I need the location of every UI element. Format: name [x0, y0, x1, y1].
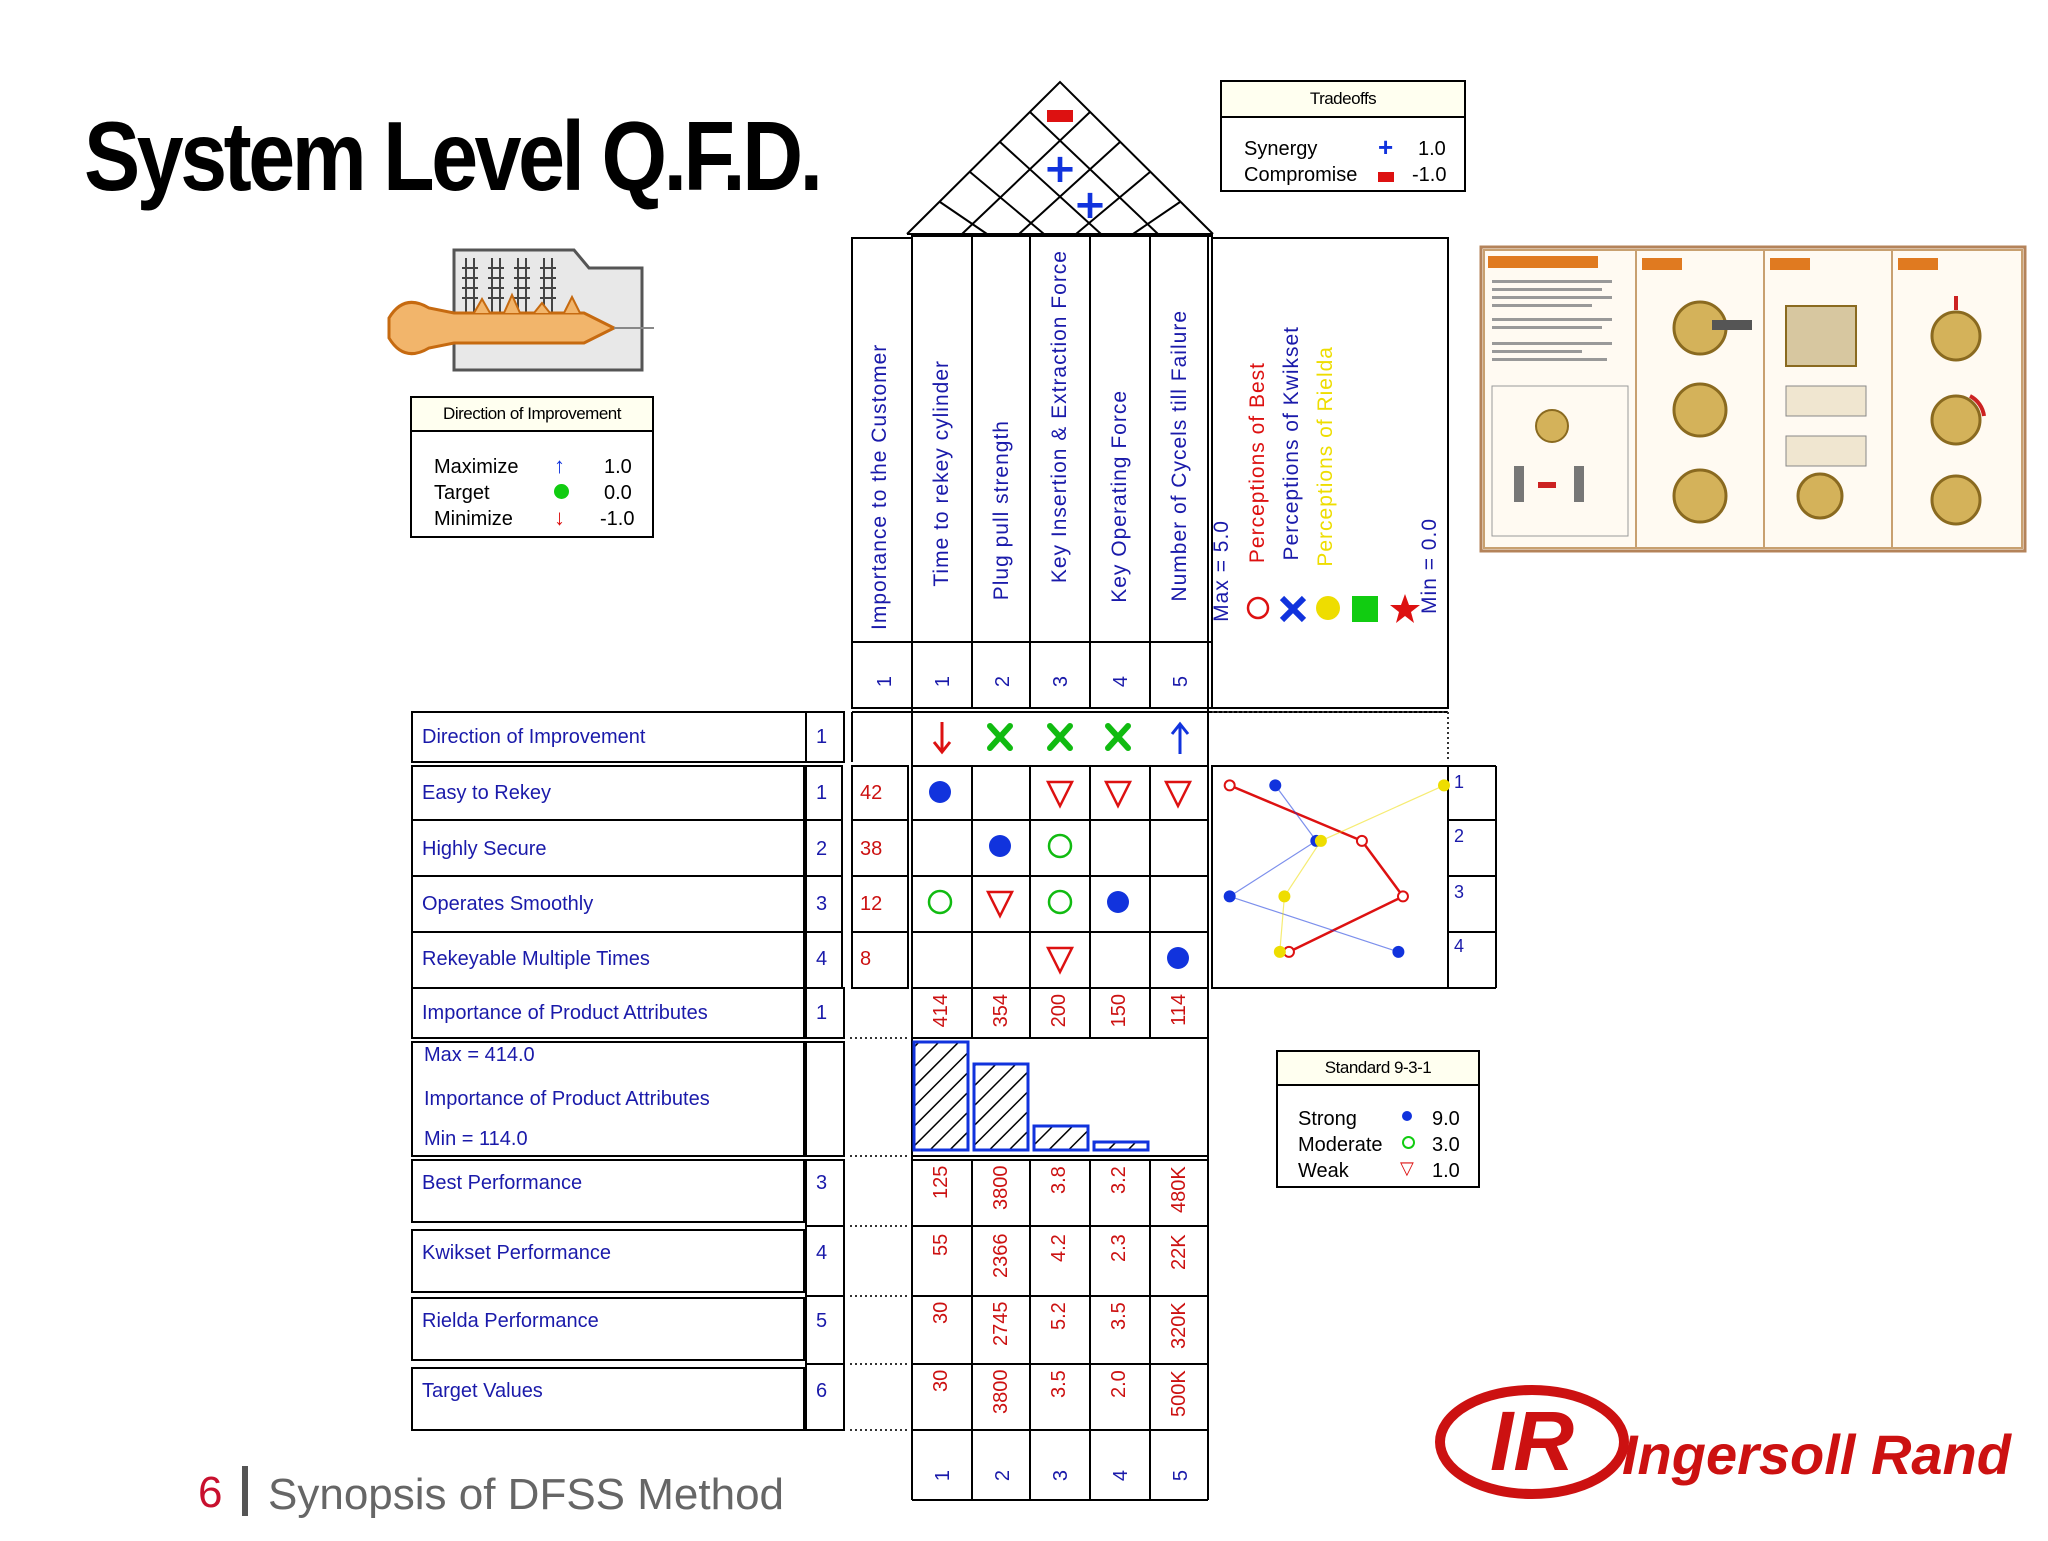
- legend-value-target: 0.0: [604, 482, 632, 504]
- page-number: 6: [198, 1468, 223, 1517]
- perception-row-2: 2: [1454, 826, 1465, 846]
- target-value-1: 30: [930, 1370, 952, 1393]
- legend-label-maximize: Maximize: [434, 456, 519, 478]
- legend-label-compromise: Compromise: [1244, 164, 1358, 186]
- footer-title: Synopsis of DFSS Method: [268, 1470, 785, 1519]
- rielda-perception-marker-icon: [1316, 596, 1340, 620]
- weak-relationship-icon: [988, 892, 1012, 916]
- perception-line-1: [1230, 785, 1403, 952]
- requirement-label-1: Easy to Rekey: [422, 782, 551, 804]
- rielda-value-1: 30: [930, 1302, 952, 1325]
- moderate-relationship-icon: [1049, 891, 1071, 913]
- perception-row-1: 1: [1454, 772, 1465, 792]
- rielda-value-5: 320K: [1168, 1302, 1190, 1349]
- bottom-index-2: 2: [992, 1470, 1014, 1482]
- requirement-index-2: 2: [816, 838, 828, 860]
- svg-text:+: +: [1073, 182, 1107, 228]
- best-value-4: 3.2: [1108, 1166, 1130, 1194]
- direction-row-index: 1: [816, 726, 828, 748]
- down-arrow-icon: ↓: [554, 505, 565, 530]
- moderate-relationship-icon: [1049, 835, 1071, 857]
- rielda-value-2: 2745: [990, 1302, 1012, 1347]
- perception-best-label: Perceptions of Best: [1246, 362, 1269, 564]
- strong-relationship-icon: [989, 835, 1011, 857]
- importance-value-2: 354: [990, 994, 1012, 1028]
- best-value-5: 480K: [1168, 1166, 1190, 1213]
- requirement-label-4: Rekeyable Multiple Times: [422, 948, 650, 970]
- perception-point-1-3: [1398, 891, 1408, 901]
- perception-point-3-3: [1278, 890, 1290, 902]
- perception-point-1-2: [1357, 836, 1367, 846]
- perception-line-2: [1230, 785, 1399, 952]
- legend-label-weak: Weak: [1298, 1160, 1349, 1182]
- bar-min-label: Min = 114.0: [424, 1128, 528, 1150]
- perception-chart: [1212, 766, 1448, 988]
- legend-label-minimize: Minimize: [434, 508, 513, 530]
- requirement-index-3: 3: [816, 893, 828, 915]
- green-square-icon: [1352, 596, 1378, 622]
- weak-relationship-icon: [1048, 948, 1072, 972]
- performance-index-kwikset: 4: [816, 1242, 828, 1264]
- bar-max-label: Max = 414.0: [424, 1044, 535, 1066]
- perception-point-2-4: [1392, 946, 1404, 958]
- red-star-icon: [1390, 594, 1420, 623]
- performance-label-kwikset: Kwikset Performance: [422, 1242, 611, 1264]
- perception-point-3-2: [1315, 835, 1327, 847]
- perception-point-2-1: [1269, 779, 1281, 791]
- requirement-importance-1: 42: [860, 782, 883, 804]
- weak-relationship-icon: [1106, 782, 1130, 806]
- requirement-label-2: Highly Secure: [422, 838, 547, 860]
- best-value-2: 3800: [990, 1166, 1012, 1211]
- best-value-3: 3.8: [1048, 1166, 1070, 1194]
- attribute-header-4: Key Operating Force: [1108, 390, 1131, 603]
- performance-label-target: Target Values: [422, 1380, 543, 1402]
- attribute-index-4: 4: [1110, 676, 1132, 688]
- bottom-index-3: 3: [1050, 1470, 1072, 1482]
- ingersoll-rand-logo-mark: [1436, 1382, 2011, 1502]
- perception-min-label: Min = 0.0: [1418, 518, 1441, 614]
- importance-bar-1: [914, 1042, 968, 1150]
- target-value-2: 3800: [990, 1370, 1012, 1415]
- requirement-index-4: 4: [816, 948, 828, 970]
- legend-label-synergy: Synergy: [1244, 138, 1318, 160]
- legend-value-strong: 9.0: [1432, 1108, 1460, 1130]
- importance-value-4: 150: [1108, 994, 1130, 1028]
- legend-label-moderate: Moderate: [1298, 1134, 1383, 1156]
- perception-point-2-3: [1224, 890, 1236, 902]
- target-value-3: 3.5: [1048, 1370, 1070, 1398]
- target-x-icon: [1108, 726, 1128, 748]
- importance-bar-4: [1094, 1142, 1148, 1150]
- performance-label-best: Best Performance: [422, 1172, 583, 1194]
- perception-rielda-label: Perceptions of Rielda: [1314, 346, 1337, 567]
- best-perception-marker-icon: [1248, 598, 1268, 618]
- perception-max-label: Max = 5.0: [1210, 520, 1233, 622]
- requirement-importance-2: 38: [860, 838, 883, 860]
- importance-value-5: 114: [1168, 994, 1190, 1026]
- tradeoffs-legend-title: Tradeoffs: [1222, 82, 1464, 118]
- legend-value-minimize: -1.0: [600, 508, 635, 530]
- direction-legend-title: Direction of Improvement: [412, 398, 652, 432]
- attribute-index-2: 2: [992, 676, 1014, 688]
- perception-point-3-4: [1274, 946, 1286, 958]
- strong-relationship-icon: [929, 781, 951, 803]
- attribute-header-2: Plug pull strength: [990, 420, 1013, 601]
- kwikset-value-4: 2.3: [1108, 1234, 1130, 1262]
- attribute-index-1: 1: [932, 676, 954, 688]
- triangle-icon: ▽: [1400, 1158, 1414, 1178]
- importance-header: Importance to the Customer: [868, 343, 891, 630]
- ingersoll-rand-logo: [1436, 1382, 2011, 1502]
- requirement-label-3: Operates Smoothly: [422, 893, 594, 915]
- perception-line-3: [1280, 785, 1444, 952]
- direction-row-label: Direction of Improvement: [422, 726, 646, 748]
- bottom-index-5: 5: [1170, 1470, 1192, 1482]
- bottom-index-4: 4: [1110, 1470, 1132, 1482]
- strong-relationship-icon: [1107, 891, 1129, 913]
- bottom-index-1: 1: [932, 1470, 954, 1482]
- down-arrow-icon: [934, 722, 950, 752]
- legend-value-weak: 1.0: [1432, 1160, 1460, 1182]
- target-value-4: 2.0: [1108, 1370, 1130, 1398]
- up-arrow-icon: ↑: [554, 453, 565, 478]
- kwikset-value-3: 4.2: [1048, 1234, 1070, 1262]
- requirement-index-1: 1: [816, 782, 828, 804]
- legend-value-maximize: 1.0: [604, 456, 632, 478]
- importance-value-3: 200: [1048, 994, 1070, 1028]
- perception-point-3-1: [1438, 779, 1450, 791]
- kwikset-perception-marker-icon: [1282, 598, 1304, 620]
- requirement-importance-3: 12: [860, 893, 883, 915]
- strong-relationship-icon: [1167, 947, 1189, 969]
- kwikset-value-5: 22K: [1168, 1234, 1190, 1270]
- performance-index-target: 6: [816, 1380, 828, 1402]
- moderate-relationship-icon: [929, 891, 951, 913]
- importance-row-label: Importance of Product Attributes: [422, 1002, 708, 1024]
- standard-legend-title: Standard 9-3-1: [1278, 1052, 1478, 1086]
- slide-title: System Level Q.F.D.: [84, 101, 820, 211]
- weak-relationship-icon: [1166, 782, 1190, 806]
- rielda-value-4: 3.5: [1108, 1302, 1130, 1330]
- importance-bar-2: [974, 1064, 1028, 1150]
- requirement-importance-4: 8: [860, 948, 872, 970]
- perception-row-3: 3: [1454, 882, 1465, 902]
- performance-index-rielda: 5: [816, 1310, 828, 1332]
- bar-block-label: Importance of Product Attributes: [424, 1088, 710, 1110]
- legend-label-target: Target: [434, 482, 490, 504]
- svg-text:+: +: [1043, 146, 1077, 192]
- target-value-5: 500K: [1168, 1370, 1190, 1417]
- attribute-header-3: Key Insertion & Extraction Force: [1048, 250, 1071, 584]
- legend-label-strong: Strong: [1298, 1108, 1357, 1130]
- importance-row-index: 1: [816, 1002, 828, 1024]
- performance-index-best: 3: [816, 1172, 828, 1194]
- best-value-1: 125: [930, 1166, 952, 1200]
- legend-value-synergy: 1.0: [1418, 138, 1446, 160]
- weak-relationship-icon: [1048, 782, 1072, 806]
- attribute-index-5: 5: [1170, 676, 1192, 688]
- attribute-header-5: Number of Cycels till Failure: [1168, 310, 1191, 602]
- up-arrow-icon: [1172, 724, 1188, 754]
- logo-mark-text: IR: [1490, 1394, 1574, 1488]
- rielda-value-3: 5.2: [1048, 1302, 1070, 1330]
- target-x-icon: [1050, 726, 1070, 748]
- logo-wordmark-text: Ingersoll Rand: [1622, 1423, 2011, 1486]
- legend-value-moderate: 3.0: [1432, 1134, 1460, 1156]
- perception-kwikset-label: Perceptions of Kwikset: [1280, 326, 1303, 561]
- perception-row-4: 4: [1454, 936, 1465, 956]
- footer-divider: [242, 1466, 248, 1516]
- blue-plus-icon: +: [1378, 132, 1394, 162]
- attribute-index-3: 3: [1050, 676, 1072, 688]
- target-x-icon: [990, 726, 1010, 748]
- kwikset-value-2: 2366: [990, 1234, 1012, 1279]
- attribute-header-1: Time to rekey cylinder: [930, 360, 953, 587]
- importance-value-1: 414: [930, 994, 952, 1028]
- legend-value-compromise: -1.0: [1412, 164, 1447, 186]
- perception-point-1-1: [1225, 780, 1235, 790]
- importance-index: 1: [874, 676, 896, 688]
- performance-label-rielda: Rielda Performance: [422, 1310, 599, 1332]
- kwikset-value-1: 55: [930, 1234, 952, 1257]
- importance-bar-3: [1034, 1126, 1088, 1150]
